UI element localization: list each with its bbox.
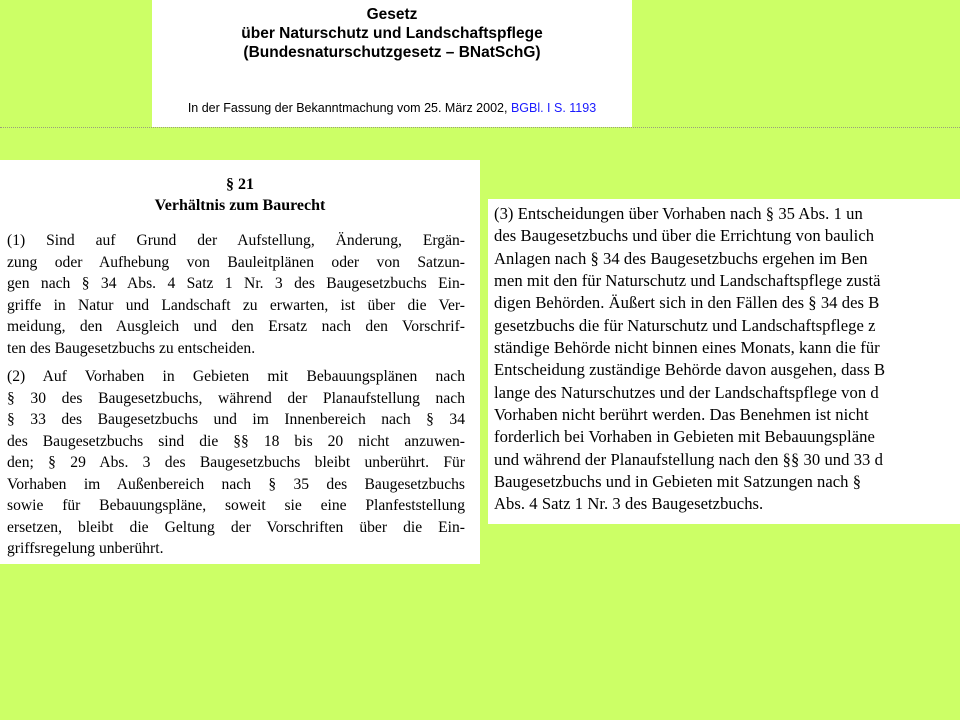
paragraph-2-line: des Baugesetzbuchs sind die §§ 18 bis 20 nicht anzuwen- xyxy=(7,433,465,450)
paragraph-1-line: gen nach § 34 Abs. 4 Satz 1 Nr. 3 des Baugesetzbuchs Ein- xyxy=(7,275,465,292)
paragraph-2-line: § 30 des Baugesetzbuchs, während der Planaufstellung nach xyxy=(7,390,465,407)
paragraph-2-line: § 33 des Baugesetzbuchs und im Innenbereich nach § 34 xyxy=(7,411,465,428)
paragraph-3-line: ständige Behörde nicht binnen eines Monats, kann die für xyxy=(494,338,880,357)
paragraph-3-excerpt xyxy=(488,199,960,524)
paragraph-2-line: (2) Auf Vorhaben in Gebieten mit Bebauungsplänen nach xyxy=(7,368,465,385)
dotted-divider xyxy=(0,127,960,128)
paragraph-1-line: meidung, den Ausgleich und den Ersatz nach den Vorschrif- xyxy=(7,318,465,335)
law-title-line-2: über Naturschutz und Landschaftspflege xyxy=(241,25,543,42)
paragraph-2-line: Vorhaben im Außenbereich nach § 35 des Baugesetzbuchs xyxy=(7,476,465,493)
paragraph-3-line: Anlagen nach § 34 des Baugesetzbuchs ergehen im Ben xyxy=(494,249,868,268)
paragraph-3-line: digen Behörden. Äußert sich in den Fällen des § 34 des B xyxy=(494,293,880,312)
paragraph-3-line: Abs. 4 Satz 1 Nr. 3 des Baugesetzbuchs. xyxy=(494,494,764,513)
section-21-excerpt xyxy=(0,160,480,564)
law-title-line-3: (Bundesnaturschutzgesetz – BNatSchG) xyxy=(243,44,541,61)
section-number: § 21 xyxy=(226,176,254,193)
paragraph-1-line: ten des Baugesetzbuchs zu entscheiden. xyxy=(7,340,256,357)
paragraph-3-line: forderlich bei Vorhaben in Gebieten mit Bebauungspläne xyxy=(494,427,875,446)
promulgation-note-text: In der Fassung der Bekanntmachung vom 25. März 2002, xyxy=(187,101,508,115)
bgbl-reference-link[interactable]: BGBl. I S. 1193 xyxy=(510,101,597,115)
paragraph-3-line: und während der Planaufstellung nach den §§ 30 und 33 d xyxy=(494,450,883,469)
paragraph-2-line: ersetzen, bleibt die Geltung der Vorschriften über die Ein- xyxy=(7,519,465,536)
paragraph-3-line: Baugesetzbuchs und in Gebieten mit Satzungen nach § xyxy=(494,472,862,491)
paragraph-1-line: zung oder Aufhebung von Bauleitplänen oder von Satzun- xyxy=(7,254,465,271)
paragraph-2-line: sowie für Bebauungspläne, soweit sie eine Planfeststellung xyxy=(7,497,465,514)
law-title-line-1: Gesetz xyxy=(366,6,418,23)
paragraph-3-line: Vorhaben nicht berührt werden. Das Benehmen ist nicht xyxy=(494,405,869,424)
paragraph-2-line: den; § 29 Abs. 3 des Baugesetzbuchs bleibt unberührt. Für xyxy=(7,454,465,471)
paragraph-3-line: gesetzbuchs die für Naturschutz und Landschaftspflege z xyxy=(494,316,876,335)
promulgation-note xyxy=(152,100,632,116)
paragraph-3-line: lange des Naturschutzes und der Landschaftspflege von d xyxy=(494,383,879,402)
paragraph-3-line: men mit den für Naturschutz und Landschaftspflege zustä xyxy=(494,271,881,290)
paragraph-1-line: (1) Sind auf Grund der Aufstellung, Änderung, Ergän- xyxy=(7,232,465,249)
paragraph-2-line: griffsregelung unberührt. xyxy=(7,540,164,557)
section-title: Verhältnis zum Baurecht xyxy=(154,197,326,214)
paragraph-1-line: griffe in Natur und Landschaft zu erwarten, ist über die Ver- xyxy=(7,297,465,314)
paragraph-3-line: (3) Entscheidungen über Vorhaben nach § 35 Abs. 1 un xyxy=(494,204,863,223)
law-title-box xyxy=(152,0,632,127)
paragraph-3-line: Entscheidung zuständige Behörde davon ausgehen, dass B xyxy=(494,360,886,379)
paragraph-3-line: des Baugesetzbuchs und über die Errichtung von baulich xyxy=(494,226,875,245)
